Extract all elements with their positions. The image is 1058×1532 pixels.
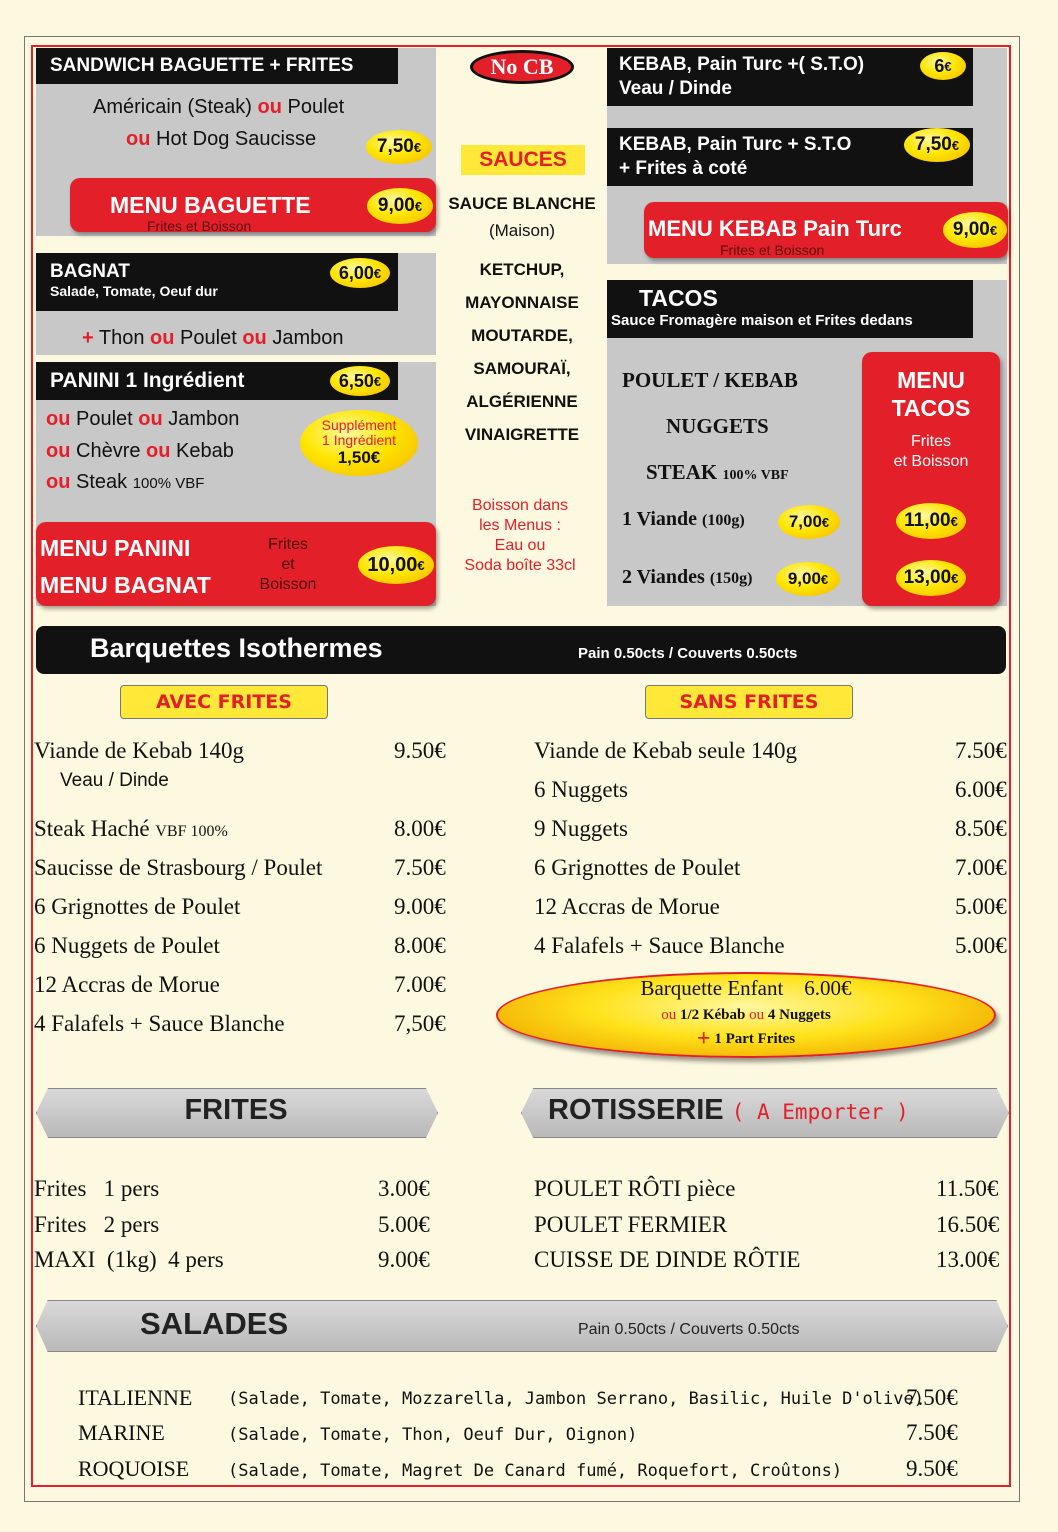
avec-item-2-price: 8.00€ <box>394 816 446 841</box>
tacos-2-viandes-price: 9,00 € <box>776 562 840 596</box>
bagnat-sub: Salade, Tomate, Oeuf dur <box>50 283 218 299</box>
sans-item-4: 6 Grignottes de Poulet <box>534 855 741 880</box>
sans-item-2-price: 6.00€ <box>955 777 1007 802</box>
panini-title: PANINI 1 Ingrédient <box>50 369 245 392</box>
supplement-badge: Supplément 1 Ingrédient 1,50€ <box>300 410 418 476</box>
frites-item-1: Frites 1 pers <box>34 1176 160 1201</box>
sans-item-4-price: 7.00€ <box>955 855 1007 880</box>
barquette-enfant-line1: ou 1/2 Kébab ou 4 Nuggets <box>661 1007 831 1023</box>
rotisserie-item-3: CUISSE DE DINDE RÔTIE <box>534 1247 801 1272</box>
frites-item-3-price: 9.00€ <box>378 1247 430 1272</box>
salade-item-3-desc: (Salade, Tomate, Magret De Canard fumé, Roquefort, Croûtons) <box>228 1461 843 1481</box>
salades-title: SALADES <box>140 1306 289 1341</box>
tacos-1-viande-price: 7,00 € <box>778 505 840 539</box>
sans-frites-tag: SANS FRITES <box>645 685 853 719</box>
avec-frites-tag: AVEC FRITES <box>120 685 328 719</box>
avec-item-1-price: 9.50€ <box>394 738 446 763</box>
sans-item-1: Viande de Kebab seule 140g <box>534 738 798 763</box>
avec-item-3: Saucisse de Strasbourg / Poulet <box>34 855 323 880</box>
rotisserie-item-3-price: 13.00€ <box>936 1247 1000 1272</box>
menu-tacos-price-1: 11,00 € <box>896 503 966 539</box>
frites-item-2-price: 5.00€ <box>378 1212 430 1237</box>
sandwich-opt3: Hot Dog Saucisse <box>156 128 317 150</box>
bagnat-opt-poulet: Poulet <box>180 327 237 349</box>
sauces-title: SAUCES <box>461 145 585 175</box>
bagnat-opt-thon: Thon <box>98 327 145 349</box>
avec-item-7-price: 7,50€ <box>394 1011 446 1036</box>
avec-item-6-price: 7.00€ <box>394 972 446 997</box>
barquette-enfant-line2: + 1 Part Frites <box>696 1026 796 1052</box>
no-cb-badge: No CB <box>470 50 574 84</box>
sandwich-or1: ou <box>257 96 282 118</box>
panini-line2: ou Chèvre ou Kebab <box>46 440 234 462</box>
panini-price: 6,50 € <box>330 366 390 396</box>
sandwich-line1 <box>93 96 344 119</box>
plus-sign: + <box>82 327 94 349</box>
kebab-price-1: 6 € <box>920 52 966 80</box>
tacos-opt-poulet-kebab: POULET / KEBAB <box>622 368 798 392</box>
rotisserie-item-2-price: 16.50€ <box>936 1212 1000 1237</box>
salade-item-3: ROQUOISE <box>78 1456 190 1481</box>
sans-item-6-price: 5.00€ <box>955 933 1007 958</box>
sans-item-3-price: 8.50€ <box>955 816 1007 841</box>
avec-item-5-price: 8.00€ <box>394 933 446 958</box>
panini-line3: ou Steak 100% VBF <box>46 471 205 493</box>
bagnat-title: BAGNAT <box>50 261 130 282</box>
tacos-header: TACOS Sauce Fromagère maison et Frites dedans <box>607 280 973 338</box>
menu-tacos-price-2: 13,00 € <box>896 560 966 596</box>
sandwich-header-text: SANDWICH BAGUETTE + FRITES <box>50 55 354 76</box>
avec-item-1: Viande de Kebab 140g <box>34 738 245 763</box>
frites-item-2: Frites 2 pers <box>34 1212 160 1237</box>
menu-baguette-sub: Frites et Boisson <box>147 218 252 234</box>
sandwich-price: 7,50 € <box>366 130 432 164</box>
avec-item-2: Steak Haché VBF 100% <box>34 816 228 841</box>
boisson-note: Boisson dans les Menus : Eau ou Soda boîte 33cl <box>464 497 576 574</box>
salades-extras: Pain 0.50cts / Couverts 0.50cts <box>578 1321 800 1338</box>
menu-panini-title: MENU PANINI <box>40 535 191 561</box>
panini-line1: ou Poulet ou Jambon <box>46 408 240 430</box>
barquette-enfant-title: Barquette Enfant 6.00€ <box>640 976 852 1000</box>
menu-panini-sub: Frites et Boisson <box>259 536 317 593</box>
sans-item-3: 9 Nuggets <box>534 816 628 841</box>
rotisserie-item-1-price: 11.50€ <box>936 1176 999 1201</box>
sauces-list: SAUCE BLANCHE (Maison) KETCHUP, MAYONNAISE MOUTARDE, SAMOURAÏ, ALGÉRIENNE VINAIGRETTE <box>448 194 596 444</box>
bagnat-or: ou <box>242 327 267 349</box>
sandwich-or2: ou <box>126 128 151 150</box>
sans-item-2: 6 Nuggets <box>534 777 628 802</box>
rotisserie-title: ROTISSERIE ( A Emporter ) <box>548 1094 909 1126</box>
salade-item-3-price: 9.50€ <box>906 1456 958 1481</box>
barquettes-title: Barquettes Isothermes <box>90 633 383 663</box>
avec-item-7: 4 Falafels + Sauce Blanche <box>34 1011 285 1036</box>
bagnat-price: 6,00 € <box>330 258 390 288</box>
rotisserie-item-2: POULET FERMIER <box>534 1212 728 1237</box>
salade-item-2-desc: (Salade, Tomate, Thon, Oeuf Dur, Oignon) <box>228 1425 638 1445</box>
salade-item-1-desc: (Salade, Tomate, Mozzarella, Jambon Serrano, Basilic, Huile D'olive) <box>228 1389 924 1409</box>
menu-kebab-title: MENU KEBAB Pain Turc <box>648 216 902 241</box>
sandwich-opt1: Américain (Steak) <box>93 96 252 118</box>
kebab-price-2: 7,50 € <box>904 128 970 162</box>
menu-tacos-title: MENU TACOS <box>891 367 971 421</box>
avec-item-4-price: 9.00€ <box>394 894 446 919</box>
tacos-opt-nuggets: NUGGETS <box>666 414 769 438</box>
tacos-1-viande: 1 Viande (100g) <box>622 508 745 530</box>
tacos-2-viandes: 2 Viandes (150g) <box>622 566 753 588</box>
kebab-header-1: KEBAB, Pain Turc +( S.T.O) Veau / Dinde <box>607 48 973 106</box>
sans-item-1-price: 7.50€ <box>955 738 1007 763</box>
sandwich-line2 <box>126 128 316 151</box>
menu-kebab-price: 9,00 € <box>943 212 1007 248</box>
barquettes-extras: Pain 0.50cts / Couverts 0.50cts <box>578 645 798 662</box>
sandwich-opt2: Poulet <box>287 96 345 118</box>
avec-item-4: 6 Grignottes de Poulet <box>34 894 241 919</box>
bagnat-or: ou <box>150 327 175 349</box>
menu-bagnat-title: MENU BAGNAT <box>40 572 211 598</box>
salade-item-2-price: 7.50€ <box>906 1420 958 1445</box>
avec-item-1-sub: Veau / Dinde <box>60 770 169 791</box>
salade-item-1: ITALIENNE <box>78 1385 193 1410</box>
tacos-opt-steak: STEAK 100% VBF <box>646 460 789 484</box>
sandwich-header <box>36 48 398 84</box>
avec-item-5: 6 Nuggets de Poulet <box>34 933 220 958</box>
frites-item-3: MAXI (1kg) 4 pers <box>34 1247 224 1272</box>
bagnat-options <box>82 327 343 350</box>
menu-baguette-title: MENU BAGUETTE <box>110 192 311 218</box>
sans-item-5: 12 Accras de Morue <box>534 894 720 919</box>
avec-item-3-price: 7.50€ <box>394 855 446 880</box>
bagnat-opt-jambon: Jambon <box>272 327 344 349</box>
sans-item-6: 4 Falafels + Sauce Blanche <box>534 933 785 958</box>
menu-kebab-sub: Frites et Boisson <box>720 242 825 258</box>
salade-item-1-price: 7.50€ <box>906 1385 958 1410</box>
avec-item-6: 12 Accras de Morue <box>34 972 220 997</box>
rotisserie-item-1: POULET RÔTI pièce <box>534 1176 736 1201</box>
sans-item-5-price: 5.00€ <box>955 894 1007 919</box>
frites-title: FRITES <box>184 1094 288 1126</box>
frites-item-1-price: 3.00€ <box>378 1176 430 1201</box>
menu-baguette-price: 9,00 € <box>367 188 433 224</box>
kebab-header-2: KEBAB, Pain Turc + S.T.O + Frites à coté <box>607 128 973 186</box>
menu-tacos-sub: Frites et Boisson <box>893 433 969 470</box>
salade-item-2: MARINE <box>78 1420 165 1445</box>
menu-panini-price: 10,00 € <box>358 546 434 584</box>
